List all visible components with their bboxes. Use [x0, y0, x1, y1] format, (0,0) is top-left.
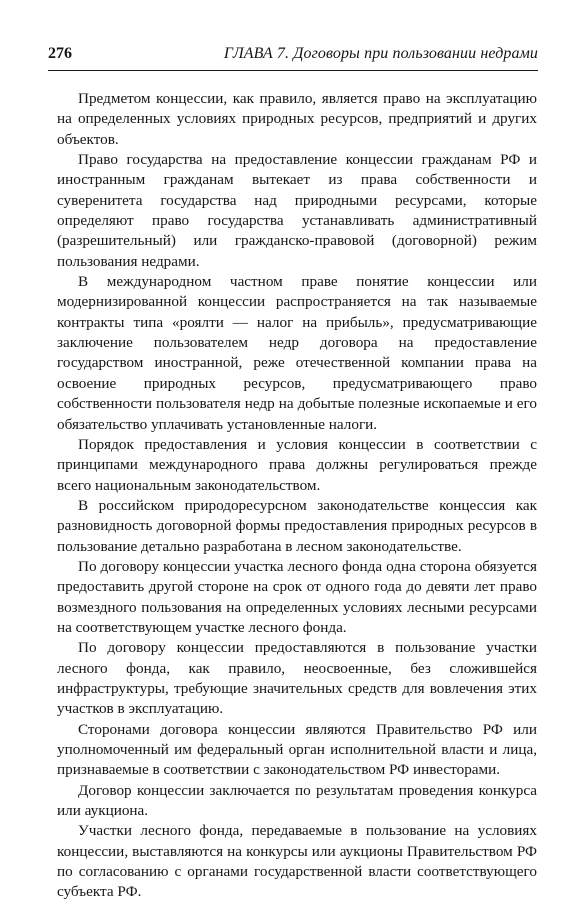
- paragraph: В международном частном праве понятие концессии или модернизированной концессии распространяется на так называемые контракты типа «роялти — налог на прибыль», предусматривающие заключение пользователем недр договора на предоставление государством иностранной, реже отечественной компании права на освоение природных ресурсов, предусматривающего право собственности пользователя недр на добытые полезные ископаемые и его обязательство уплачивать установленные налоги.: [57, 273, 537, 433]
- chapter-title: ГЛАВА 7. Договоры при пользовании недрами: [223, 45, 538, 62]
- page-number: 276: [48, 45, 72, 62]
- paragraph: Участки лесного фонда, передаваемые в пользование на условиях концессии, выставляются на конкурсы или аукционы Правительством РФ по согласованию с органами государственной власти соответствующего субъекта РФ.: [57, 822, 537, 901]
- body-text: [57, 89, 537, 903]
- paragraph: По договору концессии предоставляются в пользование участки лесного фонда, как правило, неосвоенные, без сложившейся инфраструктуры, требующие значительных средств для вовлечения этих участков в эксплуатацию.: [57, 639, 537, 718]
- paragraph: В российском природоресурсном законодательстве концессия как разновидность договорной формы предоставления природных ресурсов в пользование детально разработана в лесном законодательстве.: [57, 496, 537, 555]
- header-rule: [48, 70, 538, 71]
- paragraph: Право государства на предоставление концессии гражданам РФ и иностранным гражданам вытекает из права собственности и суверенитета государства над природными ресурсами, которые определяют право государства устанавливать административный (разрешительный) или гражданско-правовой (договорной) режим пользования недрами.: [57, 151, 537, 270]
- paragraph: Порядок предоставления и условия концессии в соответствии с принципами международного права должны регулироваться прежде всего национальным законодательством.: [57, 435, 537, 494]
- paragraph: Договор концессии заключается по результатам проведения конкурса или аукциона.: [57, 781, 537, 820]
- paragraph: Сторонами договора концессии являются Правительство РФ или уполномоченный им федеральный орган исполнительной власти и лица, признаваемые в соответствии с законодательством РФ инвесторами.: [57, 720, 537, 779]
- running-head: [48, 44, 538, 64]
- paragraph: Предметом концессии, как правило, является право на эксплуатацию на определенных условиях природных ресурсов, предприятий и других объектов.: [57, 90, 537, 148]
- paragraph: По договору концессии участка лесного фонда одна сторона обязуется предоставить другой стороне на срок от одного года до девяти лет право возмездного пользования на определенных условиях лесными ресурсами на соответствующем участке лесного фонда.: [57, 557, 537, 636]
